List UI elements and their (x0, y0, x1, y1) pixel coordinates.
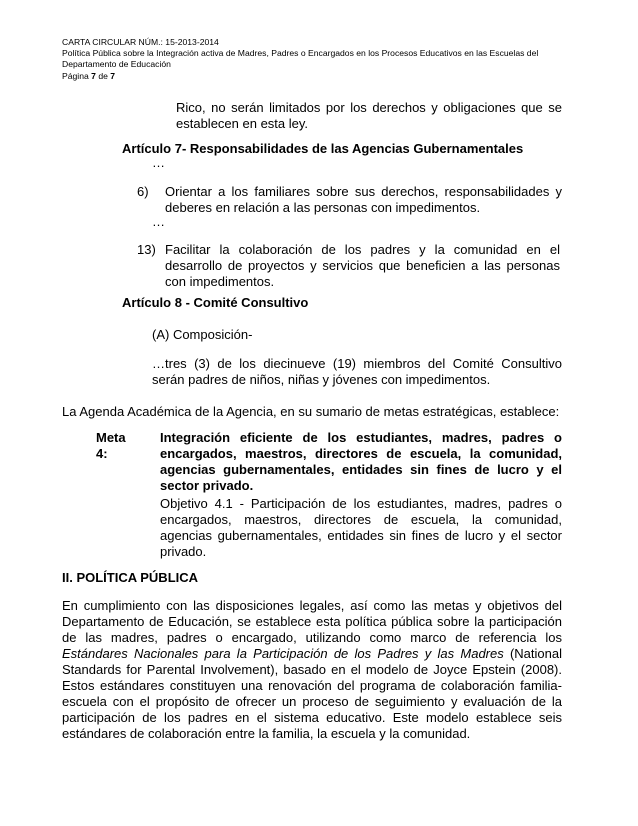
objective-4-1: Objetivo 4.1 - Participación de los estudiantes, madres, padres o encargados, maestros, directores de escuela, la comunidad, agencias gubernamentales, entidades sin fines de lucro y el sector privado. (160, 496, 562, 559)
policy-paragraph: En cumplimiento con las disposiciones legales, así como las metas y objetivos del Departamento de Educación, se establece esta política pública sobre la participación de las madres, padres o encargado, utilizando como marco de referencia los Estándares Nacionales para la Participación de los Padres y las Madres (National Standards for Parental Involvement), basado en el modelo de Joyce Epstein (2008). Estos estándares constituyen una renovación del programa de colaboración familia-escuela con el propósito de ofrecer un proceso de seguimiento y evaluación de la participación de los padres en el sistema educativo. Este modelo establece seis estándares de colaboración entre la familia, la escuela y la comunidad. (62, 598, 562, 741)
item-6-text: Orientar a los familiares sobre sus derechos, responsabilidades y deberes en relación a las personas con impedimentos. (165, 184, 562, 215)
agenda-intro: La Agenda Académica de la Agencia, en su sumario de metas estratégicas, establece: (62, 404, 560, 419)
item-6-number: 6) (137, 184, 149, 199)
composition-item: (A) Composición- (152, 327, 253, 342)
committee-members-text: …tres (3) de los diecinueve (19) miembros del Comité Consultivo serán padres de niños, niñas y jóvenes con impedimentos. (152, 356, 562, 387)
section-heading: II. POLÍTICA PÚBLICA (62, 570, 199, 585)
ellipsis-2: … (152, 214, 165, 229)
continuation-paragraph: Rico, no serán limitados por los derechos y obligaciones que se establecen en esta ley. (176, 100, 562, 131)
page-header (62, 37, 562, 82)
item-13-number: 13) (137, 242, 156, 257)
header-department: Departamento de Educación (62, 59, 171, 70)
ellipsis-1: … (152, 155, 165, 170)
item-13-text: Facilitar la colaboración de los padres y la comunidad en el desarrollo de proyectos y servicios que beneficien a las personas con impedimentos. (165, 242, 560, 289)
article-8-heading: Artículo 8 - Comité Consultivo (122, 295, 309, 310)
meta-4-label: Meta 4: (96, 430, 126, 461)
header-page-indicator: Página 7 de 7 (62, 70, 116, 81)
standards-title: Estándares Nacionales para la Participación de los Padres y las Madres (62, 646, 504, 661)
header-circular-number: CARTA CIRCULAR NÚM.: 15-2013-2014 (62, 37, 219, 47)
meta-4-text: Integración eficiente de los estudiantes, madres, padres o encargados, maestros, directores de escuela, la comunidad, agencias gubernamentales, entidades sin fines de lucro y el sector privado. (160, 430, 562, 493)
header-policy-title: Política Pública sobre la Integración activa de Madres, Padres o Encargados en los Procesos Educativos en las Escuelas del (62, 48, 539, 59)
article-7-heading: Artículo 7- Responsabilidades de las Agencias Gubernamentales (122, 141, 524, 156)
